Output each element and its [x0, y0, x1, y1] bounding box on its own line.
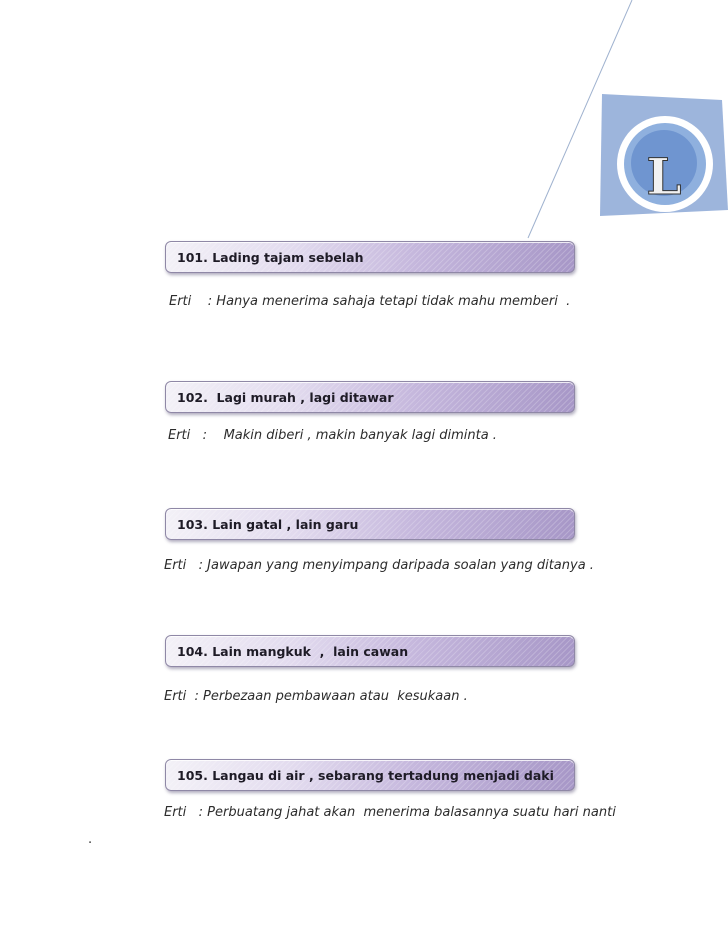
peribahasa-heading: 102. Lagi murah , lagi ditawar	[177, 390, 394, 405]
peribahasa-heading: 101. Lading tajam sebelah	[177, 250, 364, 265]
peribahasa-heading: 104. Lain mangkuk , lain cawan	[177, 644, 409, 659]
chapter-letter-logo	[596, 92, 728, 218]
peribahasa-meaning: Erti : Perbezaan pembawaan atau kesukaan .	[164, 689, 468, 704]
peribahasa-104-heading-box	[165, 635, 575, 667]
peribahasa-meaning: Erti : Jawapan yang menyimpang daripada soalan yang ditanya .	[164, 558, 594, 573]
peribahasa-heading: 103. Lain gatal , lain garu	[177, 517, 359, 532]
trailing-period: .	[88, 832, 93, 847]
peribahasa-meaning: Erti : Hanya menerima sahaja tetapi tidak mahu memberi .	[169, 294, 571, 309]
peribahasa-101-heading-box	[165, 241, 575, 273]
peribahasa-102-heading-box	[165, 381, 575, 413]
peribahasa-heading: 105. Langau di air , sebarang tertadung menjadi daki	[177, 768, 554, 783]
peribahasa-105-heading-box	[165, 759, 575, 791]
logo-letter: L	[646, 147, 682, 206]
peribahasa-meaning: Erti : Makin diberi , makin banyak lagi diminta .	[168, 428, 497, 443]
peribahasa-103-heading-box	[165, 508, 575, 540]
peribahasa-meaning: Erti : Perbuatang jahat akan menerima balasannya suatu hari nanti	[164, 805, 616, 820]
